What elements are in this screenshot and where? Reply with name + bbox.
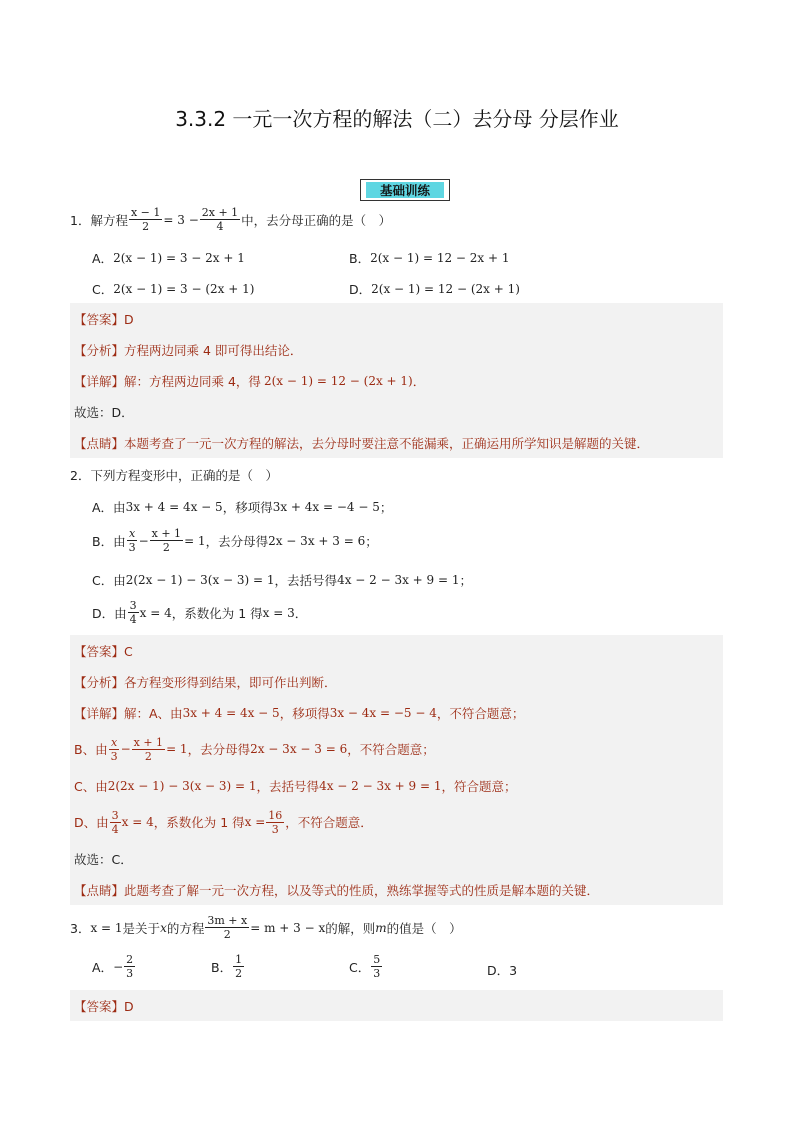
q2-option-c-math1: 2(2x − 1) − 3(x − 3) = 1 <box>125 573 275 587</box>
q3-option-a <box>92 953 136 980</box>
q2-d1-end: ，不符合题意； <box>436 705 525 721</box>
q1-frac2-den: 4 <box>216 220 224 233</box>
q2-option-d-math1: x = 4 <box>139 605 172 620</box>
q2-option-c-end: ； <box>459 573 473 588</box>
q3-a-den: 3 <box>126 967 134 980</box>
q3-answer-row <box>70 990 723 1021</box>
q3-option-d: D．3 <box>487 963 518 978</box>
q2-option-b <box>92 527 378 554</box>
q1-option-c <box>92 280 254 298</box>
q2-answer: 【答案】C <box>74 643 133 659</box>
q2-option-c-mid: ，去括号得 <box>274 573 338 588</box>
q3-c-den: 3 <box>373 967 381 980</box>
q2-b-f2-den: 2 <box>162 541 170 554</box>
q2-option-b-math2: 2x − 3x + 3 = 6 <box>268 533 366 548</box>
q1-frac2-num: 2x + 1 <box>201 206 239 219</box>
q2-option-a-mid: ，移项得 <box>222 500 273 515</box>
q2-option-b-minus: − <box>138 533 149 548</box>
q2-d2-f1-num: x <box>110 735 118 749</box>
q1-choice-row <box>70 396 723 427</box>
q2-d2-f2-den: 2 <box>144 749 152 763</box>
q3-option-c-fraction <box>371 953 382 980</box>
q1-option-d-math: 2(x − 1) = 12 − (2x + 1) <box>371 282 520 296</box>
q1-answer-row <box>70 303 723 334</box>
q3-option-c-label: C． <box>349 959 371 975</box>
q1-option-a <box>92 249 245 267</box>
q2-option-d-mid: ，系数化为 1 得 <box>171 605 263 621</box>
q2-detail-c-row <box>70 770 723 801</box>
q2-d4-end: ，不符合题意． <box>285 815 373 830</box>
q1-option-a-math: 2(x − 1) = 3 − 2x + 1 <box>113 251 245 265</box>
q2-d4-math2: x = <box>244 815 266 829</box>
q3-frac-num: 3m + x <box>207 914 248 927</box>
q2-option-a-math1: 3x + 4 = 4x − 5 <box>125 500 223 514</box>
q1-option-a-label: A． <box>92 251 114 266</box>
q2-d3-math1: 2(2x − 1) − 3(x − 3) = 1 <box>107 778 257 793</box>
q3-fraction <box>205 914 249 941</box>
q3-mid3: 的解，则 <box>325 920 376 936</box>
q3-option-b-label: B． <box>211 959 233 975</box>
q2-option-a-math2: 3x + 4x = −4 − 5 <box>272 500 380 514</box>
q1-option-d-label: D． <box>349 282 372 297</box>
q2-d-f-den: 4 <box>129 613 137 626</box>
q1-detail <box>74 365 425 396</box>
q1-detail-math: 2(x − 1) = 12 − (2x + 1) <box>263 373 413 388</box>
q2-option-a-end: ； <box>379 500 393 515</box>
q2-choice-row <box>70 843 723 874</box>
q2-d-f-num: 3 <box>129 599 137 612</box>
q3-option-a-sign: − <box>113 959 124 974</box>
q3-mid1: 是关于 <box>122 920 161 936</box>
q2-d3-prefix: C、由 <box>74 778 108 794</box>
q1-option-d <box>349 280 520 298</box>
q2-d2-end: ，不符合题意； <box>347 742 435 757</box>
q2-detail-d <box>74 801 373 843</box>
q1-frac1-den: 2 <box>142 220 150 233</box>
q1-fraction-1 <box>129 206 162 233</box>
q2-d1-prefix: 【详解】解：A、由 <box>74 705 183 721</box>
q2-comment: 【点睛】此题考查了解一元一次方程，以及等式的性质，熟练掌握等式的性质是解本题的关键． <box>74 882 600 898</box>
q3-math2: x <box>160 920 167 935</box>
q2-d4-prefix: D、由 <box>74 815 109 830</box>
q3-b-den: 2 <box>235 967 243 980</box>
q2-option-d-prefix: D．由 <box>92 605 127 621</box>
q1-comment-row <box>70 427 723 458</box>
question-1-stem <box>70 206 391 233</box>
q3-prefix: 3． <box>70 920 91 936</box>
q1-analysis: 【分析】方程两边同乘 4 即可得出结论． <box>74 342 303 358</box>
q1-mid: = 3 − <box>163 212 199 227</box>
q2-choice: 故选：C． <box>74 851 133 867</box>
q2-d3-end: ，符合题意； <box>441 778 517 794</box>
q2-d4-math1: x = 4 <box>121 815 154 829</box>
q3-answer: 【答案】D <box>74 998 134 1014</box>
q1-detail-row <box>70 365 723 396</box>
q3-option-b <box>211 953 245 980</box>
q1-detail-prefix: 【详解】解：方程两边同乘 4，得 <box>74 373 261 389</box>
question-3-stem <box>70 914 462 941</box>
q1-option-b <box>349 249 510 267</box>
q1-option-b-math: 2(x − 1) = 12 − 2x + 1 <box>370 251 510 265</box>
q2-d4-f2-num: 16 <box>268 808 283 822</box>
q2-comment-row <box>70 874 723 905</box>
q2-option-a-prefix: A．由 <box>92 500 126 515</box>
q3-math3: = m + 3 − x <box>250 920 326 935</box>
q1-analysis-row <box>70 334 723 365</box>
q1-suffix: 中，去分母正确的是（ ） <box>241 212 392 228</box>
q2-option-b-end: ； <box>365 533 378 549</box>
q2-answer-row <box>70 635 723 666</box>
q2-b-f2-num: x + 1 <box>151 527 182 540</box>
q2-option-d-end: ． <box>294 605 308 621</box>
q1-fraction-2 <box>200 206 240 233</box>
q3-c-num: 5 <box>373 953 381 966</box>
q3-option-b-fraction <box>233 953 244 980</box>
q3-option-a-label: A． <box>92 959 114 975</box>
q3-a-num: 2 <box>126 953 134 966</box>
question-2-stem: 2．下列方程变形中，正确的是（ ） <box>70 468 278 483</box>
q1-option-c-math: 2(x − 1) = 3 − (2x + 1) <box>113 282 255 296</box>
q2-option-b-fraction-1 <box>127 527 138 554</box>
q3-frac-den: 2 <box>223 928 231 941</box>
q2-option-b-prefix: B．由 <box>92 533 126 549</box>
q2-option-b-eq: = 1 <box>184 533 206 548</box>
q2-detail-a-row <box>70 697 723 728</box>
q2-option-b-mid: ，去分母得 <box>205 533 269 549</box>
q2-option-a <box>92 498 392 516</box>
q2-d2-f2-num: x + 1 <box>133 735 164 749</box>
q2-d4-f2-den: 3 <box>271 822 279 836</box>
q2-analysis: 【分析】各方程变形得到结果，即可作出判断． <box>74 674 337 690</box>
q2-option-d-fraction <box>128 599 139 626</box>
q2-d3-mid: ，去括号得 <box>256 778 320 794</box>
q2-detail-b <box>74 728 435 770</box>
q1-option-b-label: B． <box>349 251 371 266</box>
q2-d2-fraction-1 <box>109 736 120 763</box>
q1-option-c-label: C． <box>92 282 114 297</box>
q2-option-d <box>92 599 307 626</box>
q2-d1-mid: ，移项得 <box>279 705 330 721</box>
q2-b-f1-num: x <box>128 527 136 540</box>
q2-detail-a <box>74 697 524 728</box>
q1-answer: 【答案】D <box>74 311 134 327</box>
q2-d4-f-den: 4 <box>111 822 119 836</box>
q2-option-c-prefix: C．由 <box>92 573 126 588</box>
page-title: 3.3.2 一元一次方程的解法（二）去分母 分层作业 <box>175 107 619 131</box>
q2-d2-eq: = 1 <box>166 742 188 756</box>
q2-d1-math1: 3x + 4 = 4x − 5 <box>182 705 280 720</box>
section-badge <box>360 179 450 201</box>
q2-detail-b-row <box>70 728 723 770</box>
q2-option-d-math2: x = 3 <box>262 605 295 620</box>
q2-detail-d-row <box>70 801 723 843</box>
q2-b-f1-den: 3 <box>128 541 136 554</box>
q2-d2-f1-den: 3 <box>110 749 118 763</box>
q2-option-c-math2: 4x − 2 − 3x + 9 = 1 <box>337 573 460 587</box>
q3-mid2: 的方程 <box>166 920 205 936</box>
q2-d2-math2: 2x − 3x − 3 = 6 <box>250 742 348 756</box>
q2-option-b-fraction-2 <box>150 527 183 554</box>
q2-d4-f-num: 3 <box>111 808 119 822</box>
q3-option-a-fraction <box>124 953 135 980</box>
q2-detail-c <box>74 770 517 801</box>
q1-comment: 【点睛】本题考查了一元一次方程的解法，去分母时要注意不能漏乘，正确运用所学知识是解题的关键． <box>74 435 650 451</box>
q3-math1: x = 1 <box>90 920 123 935</box>
q2-d2-fraction-2 <box>132 736 165 763</box>
q3-suffix: 的值是（ ） <box>386 920 462 936</box>
q2-option-c <box>92 571 472 589</box>
q1-frac1-num: x − 1 <box>130 206 161 219</box>
q2-d4-mid: ，系数化为 1 得 <box>153 815 245 830</box>
q1-prefix: 1．解方程 <box>70 212 128 228</box>
q2-d3-math2: 4x − 2 − 3x + 9 = 1 <box>319 778 442 793</box>
q3-b-num: 1 <box>235 953 243 966</box>
q2-d2-mid: ，去分母得 <box>187 742 251 757</box>
q2-d4-fraction-2 <box>266 809 284 836</box>
q2-d1-math2: 3x − 4x = −5 − 4 <box>329 705 437 720</box>
q3-math4: m <box>375 920 387 935</box>
q1-detail-suffix: ． <box>412 373 426 389</box>
q3-option-c <box>349 953 383 980</box>
section-badge-label: 基础训练 <box>366 182 444 198</box>
q2-d2-prefix: B、由 <box>74 742 108 757</box>
q2-d4-fraction-1 <box>110 809 121 836</box>
q2-analysis-row <box>70 666 723 697</box>
q2-d2-minus: − <box>120 742 131 756</box>
q1-choice: 故选：D． <box>74 404 134 420</box>
